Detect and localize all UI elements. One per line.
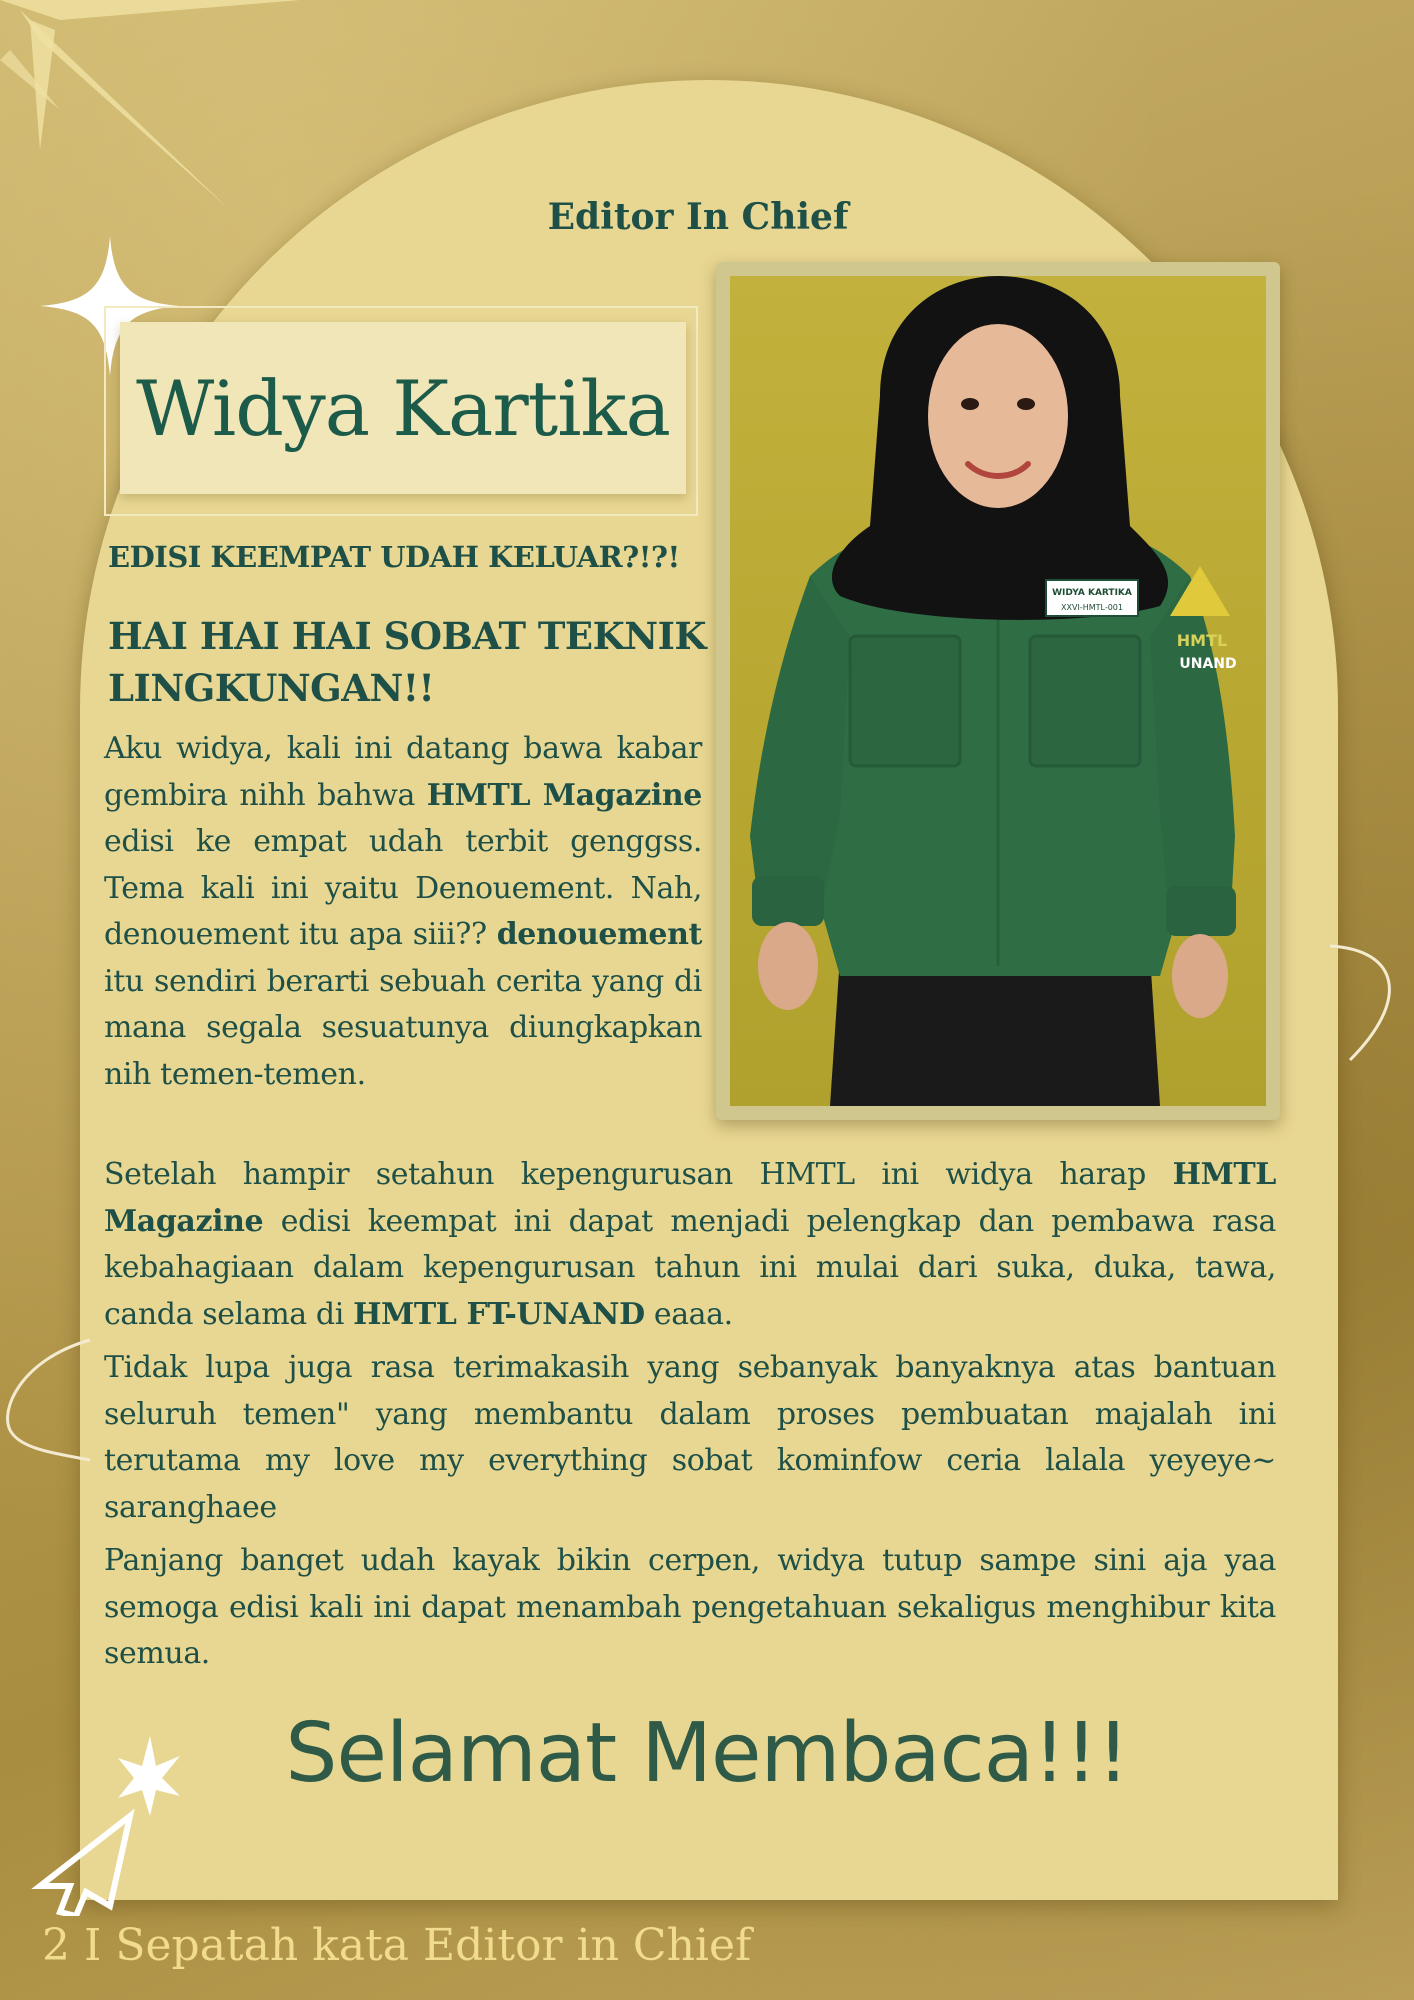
patch-text: HMTL: [1176, 631, 1228, 650]
bold-run: HMTL Magazine: [104, 1157, 1276, 1239]
intro-paragraph: [104, 726, 702, 1098]
text-run: edisi ke empat udah terbit genggss. Tema kali ini yaitu Denouement. Nah, denouement itu apa siii??: [104, 824, 702, 952]
curve-decoration-right: [1290, 930, 1410, 1090]
text-run: eaaa.: [644, 1296, 733, 1332]
text-run: itu sendiri berarti sebuah cerita yang di mana segala sesuatunya diungkapkan nih temen-temen.: [104, 963, 702, 1092]
bold-run: denouement: [496, 917, 702, 952]
patch-sub: UNAND: [1179, 656, 1237, 672]
page-footer: 2 I Sepatah kata Editor in Chief: [42, 1920, 752, 1971]
closing-paragraph: Panjang banget udah kayak bikin cerpen, widya tutup sampe sini aja yaa semoga edisi kali ini dapat menambah pengetahuan sekaligus menghibur kita semua.: [104, 1543, 1276, 1671]
curve-decoration-left: [0, 1330, 100, 1470]
text-run: Aku widya, kali ini datang bawa kabar gembira nihh bahwa: [104, 731, 702, 813]
text-run: edisi keempat ini dapat menjadi pelengkap dan pembawa rasa kebahagiaan dalam kepengurusan tahun ini mulai dari suka, duka, tawa, canda selama di: [104, 1203, 1276, 1332]
section-header: Editor In Chief: [547, 196, 849, 238]
closing-title: Selamat Membaca!!!: [285, 1706, 1129, 1801]
thanks-paragraph: Tidak lupa juga rasa terimakasih yang sebanyak banyaknya atas bantuan seluruh temen" yang membantu dalam proses pembuatan majalah ini terutama my love my everything sobat kominfow ceria lalala yeyeye~ saranghaee: [104, 1350, 1276, 1525]
badge-name: WIDYA KARTIKA: [1052, 588, 1132, 598]
edition-heading: EDISI KEEMPAT UDAH KELUAR?!?!: [108, 540, 680, 574]
name-plate: [120, 322, 686, 494]
editor-name: Widya Kartika: [136, 363, 670, 453]
hope-paragraph: [104, 1152, 1276, 1338]
badge-id: XXVI-HMTL-001: [1061, 603, 1123, 612]
bold-run: HMTL Magazine: [426, 777, 702, 813]
starburst-decoration: [0, 0, 320, 240]
bold-run: HMTL FT-UNAND: [353, 1296, 645, 1332]
editor-photo: [730, 276, 1266, 1106]
greeting-heading: HAI HAI HAI SOBAT TEKNIK LINGKUNGAN!!: [108, 614, 707, 710]
cursor-icon: [30, 1736, 180, 1916]
portrait-illustration: [730, 276, 1266, 1106]
text-run: Setelah hampir setahun kepengurusan HMTL ini widya harap: [104, 1157, 1173, 1192]
